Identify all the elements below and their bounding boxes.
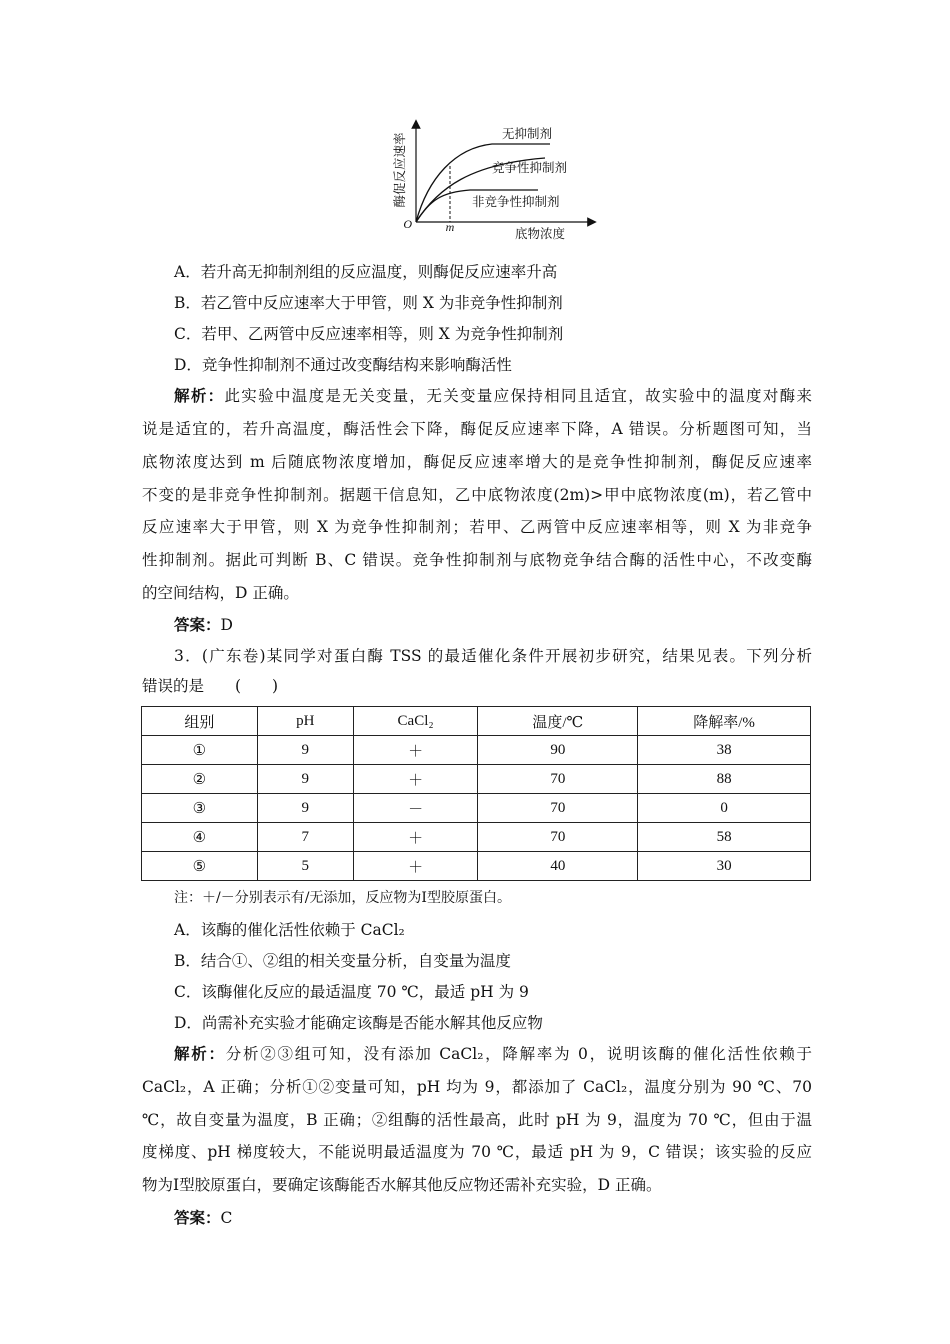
table-cell: 70: [478, 794, 638, 823]
table-row: [142, 765, 811, 794]
table-cell: －: [353, 794, 478, 823]
table-cell: ＋: [353, 765, 478, 794]
table-cell: 70: [478, 765, 638, 794]
q2-analysis-line-3: 底物浓度达到 m 后随底物浓度增加，酶促反应速率增大的是竞争性抑制剂，酶促反应速率: [142, 453, 812, 471]
table-note: 注：＋/－分别表示有/无添加，反应物为Ⅰ型胶原蛋白。: [174, 890, 511, 906]
q3-analysis-line-3: ℃，故自变量为温度，B 正确；②组酶的活性最高，此时 pH 为 9，温度为 70 ℃，但由于温: [142, 1111, 812, 1129]
label-no-inhibitor: 无抑制剂: [502, 126, 553, 141]
q2-option-c: C．若甲、乙两管中反应速率相等，则 X 为竞争性抑制剂: [174, 325, 564, 343]
q3-analysis-label: 解析：: [174, 1044, 226, 1063]
q2-analysis-line-2: 说是适宜的，若升高温度，酶活性会下降，酶促反应速率下降，A 错误。分析题图可知，当: [142, 420, 812, 438]
table-cell: 38: [638, 736, 811, 765]
results-table: [141, 706, 811, 881]
header-degradation-rate: 降解率/%: [638, 707, 811, 736]
q3-option-d: D．尚需补充实验才能确定该酶是否能水解其他反应物: [174, 1014, 543, 1032]
q2-answer: [174, 615, 233, 635]
table-cell: 9: [257, 794, 353, 823]
q3-option-b: B．结合①、②组的相关变量分析，自变量为温度: [174, 952, 511, 970]
table-cell: 9: [257, 736, 353, 765]
table-row: [142, 794, 811, 823]
q2-option-d: D．竞争性抑制剂不通过改变酶结构来影响酶活性: [174, 356, 512, 374]
q3-option-a: A．该酶的催化活性依赖于 CaCl₂: [174, 921, 405, 939]
q2-analysis-line-7: 的空间结构，D 正确。: [142, 584, 299, 602]
q2-analysis-line-5: 反应速率大于甲管，则 X 为竞争性抑制剂；若甲、乙两管中反应速率相等，则 X 为非竞争: [142, 518, 812, 536]
header-group: 组别: [142, 707, 258, 736]
q2-analysis-line-6: 性抑制剂。据此可判断 B、C 错误。竞争性抑制剂与底物竞争结合酶的活性中心，不改变酶: [142, 551, 812, 569]
table-cell: ④: [142, 823, 258, 852]
table-row: [142, 736, 811, 765]
q3-stem-text: 3．(广东卷)某同学对蛋白酶 TSS 的最适催化条件开展初步研究，结果见表。下列分析: [174, 647, 812, 665]
table-cell: ②: [142, 765, 258, 794]
q2-analysis-line-1: [174, 386, 812, 406]
header-ph: pH: [257, 707, 353, 736]
table-cell: 9: [257, 765, 353, 794]
table-cell: ③: [142, 794, 258, 823]
rate-curve-diagram: [380, 118, 600, 248]
q3-answer-label: 答案：: [174, 1208, 221, 1227]
table-cell: ＋: [353, 852, 478, 881]
curve-no-inhibitor: [416, 144, 550, 222]
y-axis-label: 酶促反应速率: [392, 132, 407, 208]
q2-analysis-text: 此实验中温度是无关变量，无关变量应保持相同且适宜，故实验中的温度对酶来: [224, 387, 812, 405]
origin-label: O: [403, 217, 412, 231]
q3-analysis-line-5: 物为Ⅰ型胶原蛋白，要确定该酶能否水解其他反应物还需补充实验，D 正确。: [142, 1176, 662, 1194]
table-header-row: [142, 707, 811, 736]
q2-answer-label: 答案：: [174, 615, 221, 634]
table-cell: ＋: [353, 823, 478, 852]
q2-option-b: B．若乙管中反应速率大于甲管，则 X 为非竞争性抑制剂: [174, 294, 563, 312]
table-row: [142, 852, 811, 881]
q3-analysis-line-1: [174, 1044, 812, 1064]
q2-option-a: A．若升高无抑制剂组的反应温度，则酶促反应速率升高: [174, 263, 558, 281]
q3-stem-line-2: 错误的是 ( ): [142, 677, 279, 695]
table-cell: 70: [478, 823, 638, 852]
q3-analysis-text: 分析②③组可知，没有添加 CaCl₂，降解率为 0，说明该酶的催化活性依赖于: [225, 1045, 812, 1063]
q2-analysis-label: 解析：: [174, 386, 225, 405]
table-cell: 90: [478, 736, 638, 765]
q3-stem-line-1: [174, 646, 812, 666]
table-cell: ⑤: [142, 852, 258, 881]
table-cell: 30: [638, 852, 811, 881]
header-temperature: 温度/℃: [478, 707, 638, 736]
q2-answer-value: D: [220, 616, 233, 634]
m-label: m: [445, 220, 455, 234]
q3-option-c: C．该酶催化反应的最适温度 70 ℃，最适 pH 为 9: [174, 983, 529, 1001]
q3-answer: [174, 1208, 232, 1228]
q3-answer-value: C: [220, 1209, 233, 1227]
table-cell: 7: [257, 823, 353, 852]
table-cell: 5: [257, 852, 353, 881]
label-noncompetitive: 非竞争性抑制剂: [472, 194, 560, 209]
table-cell: ＋: [353, 736, 478, 765]
header-cacl2: CaCl₂: [353, 707, 478, 736]
table-cell: 58: [638, 823, 811, 852]
table-row: [142, 823, 811, 852]
x-axis-label: 底物浓度: [514, 226, 566, 241]
q3-analysis-line-2: CaCl₂，A 正确；分析①②变量可知，pH 均为 9，都添加了 CaCl₂，温度分别为 90 ℃、70: [142, 1078, 812, 1096]
table-cell: ①: [142, 736, 258, 765]
q3-analysis-line-4: 度梯度、pH 梯度较大，不能说明最适温度为 70 ℃，最适 pH 为 9，C 错误；该实验的反应: [142, 1143, 812, 1161]
table-cell: 40: [478, 852, 638, 881]
q2-analysis-line-4: 不变的是非竞争性抑制剂。据题干信息知，乙中底物浓度(2m)>甲中底物浓度(m)，若乙管中: [142, 486, 812, 504]
label-competitive: 竞争性抑制剂: [492, 160, 568, 175]
table-cell: 88: [638, 765, 811, 794]
table-cell: 0: [638, 794, 811, 823]
enzyme-rate-figure: [380, 118, 600, 248]
